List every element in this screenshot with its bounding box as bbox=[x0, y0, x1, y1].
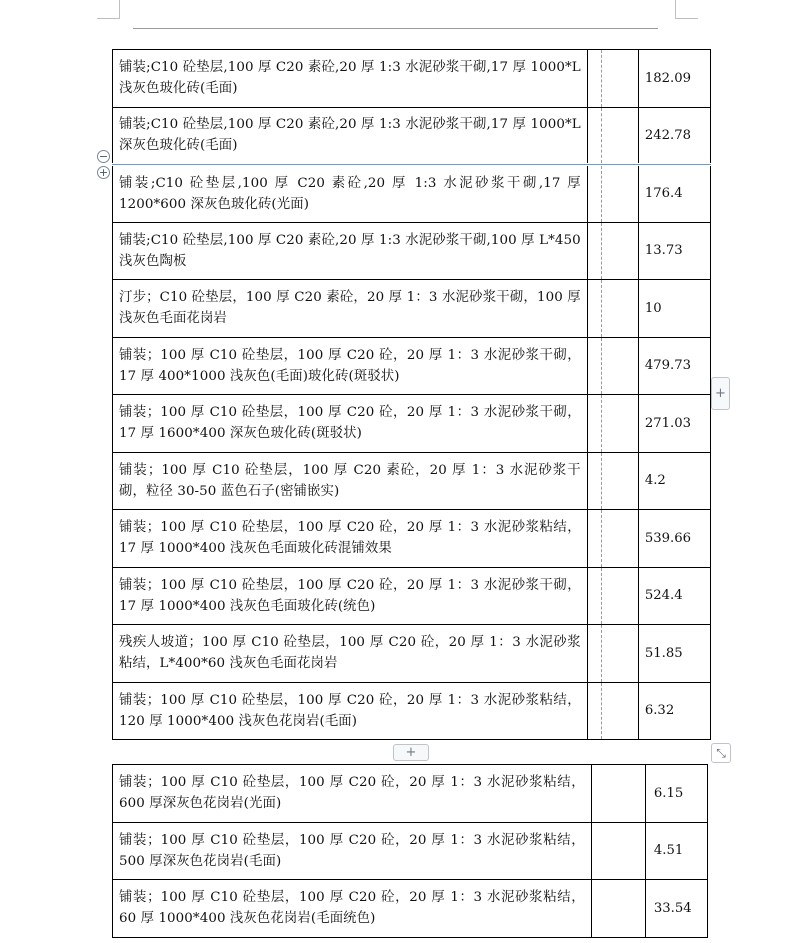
table-resize-icon[interactable]: ⤡ bbox=[711, 743, 731, 763]
description-cell[interactable]: 铺装;C10 砼垫层,100 厚 C20 素砼,20 厚 1:3 水泥砂浆干砌,100 厚 L*450 浅灰色陶板 bbox=[113, 222, 588, 280]
table-row bbox=[113, 625, 711, 683]
description-cell[interactable]: 铺装；100 厚 C10 砼垫层，100 厚 C20 砼，20 厚 1：3 水泥砂浆干砌，17 厚 1000*400 浅灰色毛面玻化砖(统色) bbox=[113, 567, 588, 625]
description-cell[interactable]: 铺装;C10 砼垫层,100 厚 C20 素砼,20 厚 1:3 水泥砂浆干砌,17 厚 1000*L 深灰色玻化砖(毛面) bbox=[113, 107, 588, 165]
quantity-cell[interactable]: 479.73 bbox=[638, 337, 710, 395]
table-row bbox=[113, 50, 711, 108]
quantity-cell[interactable]: 51.85 bbox=[638, 625, 710, 683]
empty-cell[interactable] bbox=[587, 510, 601, 568]
empty-cell[interactable] bbox=[587, 395, 601, 453]
material-table-bottom bbox=[112, 764, 708, 938]
description-cell[interactable]: 铺装;C10 砼垫层,100 厚 C20 素砼,20 厚 1:3 水泥砂浆干砌,17 厚 1000*L 浅灰色玻化砖(毛面) bbox=[113, 50, 588, 108]
add-row-button[interactable]: + bbox=[393, 744, 429, 761]
empty-cell[interactable] bbox=[587, 337, 601, 395]
expand-icon[interactable]: + bbox=[98, 166, 109, 179]
empty-cell[interactable] bbox=[587, 682, 601, 740]
quantity-cell[interactable]: 4.51 bbox=[645, 822, 707, 880]
table-row bbox=[113, 395, 711, 453]
table-row bbox=[113, 765, 708, 823]
header-rule bbox=[133, 28, 658, 29]
empty-cell[interactable] bbox=[601, 107, 638, 165]
description-cell[interactable]: 铺装;C10 砼垫层,100 厚 C20 素砼,20 厚 1:3 水泥砂浆干砌,17 厚 1200*600 深灰色玻化砖(光面) bbox=[113, 165, 588, 223]
description-cell[interactable]: 汀步；C10 砼垫层，100 厚 C20 素砼，20 厚 1：3 水泥砂浆干砌，100 厚浅灰色毛面花岗岩 bbox=[113, 280, 588, 338]
empty-cell[interactable] bbox=[591, 880, 645, 938]
table-row bbox=[113, 682, 711, 740]
description-cell[interactable]: 铺装；100 厚 C10 砼垫层，100 厚 C20 素砼，20 厚 1：3 水泥砂浆干砌，粒径 30-50 蓝色石子(密铺嵌实) bbox=[113, 452, 588, 510]
quantity-cell[interactable]: 13.73 bbox=[638, 222, 710, 280]
empty-cell[interactable] bbox=[587, 165, 601, 223]
quantity-cell[interactable]: 539.66 bbox=[638, 510, 710, 568]
description-cell[interactable]: 铺装；100 厚 C10 砼垫层，100 厚 C20 砼，20 厚 1：3 水泥砂浆粘结，60 厚 1000*400 浅灰色花岗岩(毛面统色) bbox=[113, 880, 592, 938]
empty-cell[interactable] bbox=[601, 682, 638, 740]
table-row bbox=[113, 165, 711, 223]
description-cell[interactable]: 铺装；100 厚 C10 砼垫层，100 厚 C20 砼，20 厚 1：3 水泥砂浆粘结，120 厚 1000*400 浅灰色花岗岩(毛面) bbox=[113, 682, 588, 740]
table-row bbox=[113, 222, 711, 280]
table-row bbox=[113, 880, 708, 938]
collapse-icon[interactable]: − bbox=[98, 150, 109, 163]
empty-cell[interactable] bbox=[587, 452, 601, 510]
empty-cell[interactable] bbox=[601, 280, 638, 338]
empty-cell[interactable] bbox=[587, 280, 601, 338]
add-column-button[interactable]: + bbox=[711, 377, 730, 410]
empty-cell[interactable] bbox=[601, 337, 638, 395]
empty-cell[interactable] bbox=[587, 50, 601, 108]
empty-cell[interactable] bbox=[587, 222, 601, 280]
empty-cell[interactable] bbox=[591, 822, 645, 880]
description-cell[interactable]: 残疾人坡道；100 厚 C10 砼垫层，100 厚 C20 砼，20 厚 1：3 水泥砂浆粘结，L*400*60 浅灰色毛面花岗岩 bbox=[113, 625, 588, 683]
material-table-top bbox=[112, 49, 711, 740]
table-row bbox=[113, 452, 711, 510]
quantity-cell[interactable]: 176.4 bbox=[638, 165, 710, 223]
table-row bbox=[113, 337, 711, 395]
table-row bbox=[113, 107, 711, 165]
empty-cell[interactable] bbox=[587, 107, 601, 165]
description-cell[interactable]: 铺装；100 厚 C10 砼垫层，100 厚 C20 砼，20 厚 1：3 水泥砂浆粘结，17 厚 1000*400 浅灰色毛面玻化砖混铺效果 bbox=[113, 510, 588, 568]
empty-cell[interactable] bbox=[601, 222, 638, 280]
description-cell[interactable]: 铺装；100 厚 C10 砼垫层，100 厚 C20 砼，20 厚 1：3 水泥砂浆干砌，17 厚 400*1000 浅灰色(毛面)玻化砖(斑驳状) bbox=[113, 337, 588, 395]
empty-cell[interactable] bbox=[587, 625, 601, 683]
empty-cell[interactable] bbox=[591, 765, 645, 823]
quantity-cell[interactable]: 6.32 bbox=[638, 682, 710, 740]
table-row bbox=[113, 280, 711, 338]
page-corner-top-left bbox=[97, 0, 120, 19]
description-cell[interactable]: 铺装；100 厚 C10 砼垫层，100 厚 C20 砼，20 厚 1：3 水泥砂浆粘结，500 厚深灰色花岗岩(毛面) bbox=[113, 822, 592, 880]
empty-cell[interactable] bbox=[601, 395, 638, 453]
empty-cell[interactable] bbox=[601, 50, 638, 108]
quantity-cell[interactable]: 10 bbox=[638, 280, 710, 338]
quantity-cell[interactable]: 4.2 bbox=[638, 452, 710, 510]
empty-cell[interactable] bbox=[601, 165, 638, 223]
quantity-cell[interactable]: 271.03 bbox=[638, 395, 710, 453]
empty-cell[interactable] bbox=[601, 625, 638, 683]
quantity-cell[interactable]: 182.09 bbox=[638, 50, 710, 108]
table-row bbox=[113, 822, 708, 880]
empty-cell[interactable] bbox=[601, 510, 638, 568]
description-cell[interactable]: 铺装；100 厚 C10 砼垫层，100 厚 C20 砼，20 厚 1：3 水泥砂浆干砌，17 厚 1600*400 深灰色玻化砖(斑驳状) bbox=[113, 395, 588, 453]
quantity-cell[interactable]: 242.78 bbox=[638, 107, 710, 165]
quantity-cell[interactable]: 33.54 bbox=[645, 880, 707, 938]
page-corner-top-right bbox=[675, 0, 698, 19]
empty-cell[interactable] bbox=[601, 452, 638, 510]
row-insert-guide bbox=[112, 164, 711, 165]
empty-cell[interactable] bbox=[601, 567, 638, 625]
empty-cell[interactable] bbox=[587, 567, 601, 625]
quantity-cell[interactable]: 524.4 bbox=[638, 567, 710, 625]
table-row bbox=[113, 510, 711, 568]
table-row bbox=[113, 567, 711, 625]
description-cell[interactable]: 铺装；100 厚 C10 砼垫层，100 厚 C20 砼，20 厚 1：3 水泥砂浆粘结，600 厚深灰色花岗岩(光面) bbox=[113, 765, 592, 823]
quantity-cell[interactable]: 6.15 bbox=[645, 765, 707, 823]
